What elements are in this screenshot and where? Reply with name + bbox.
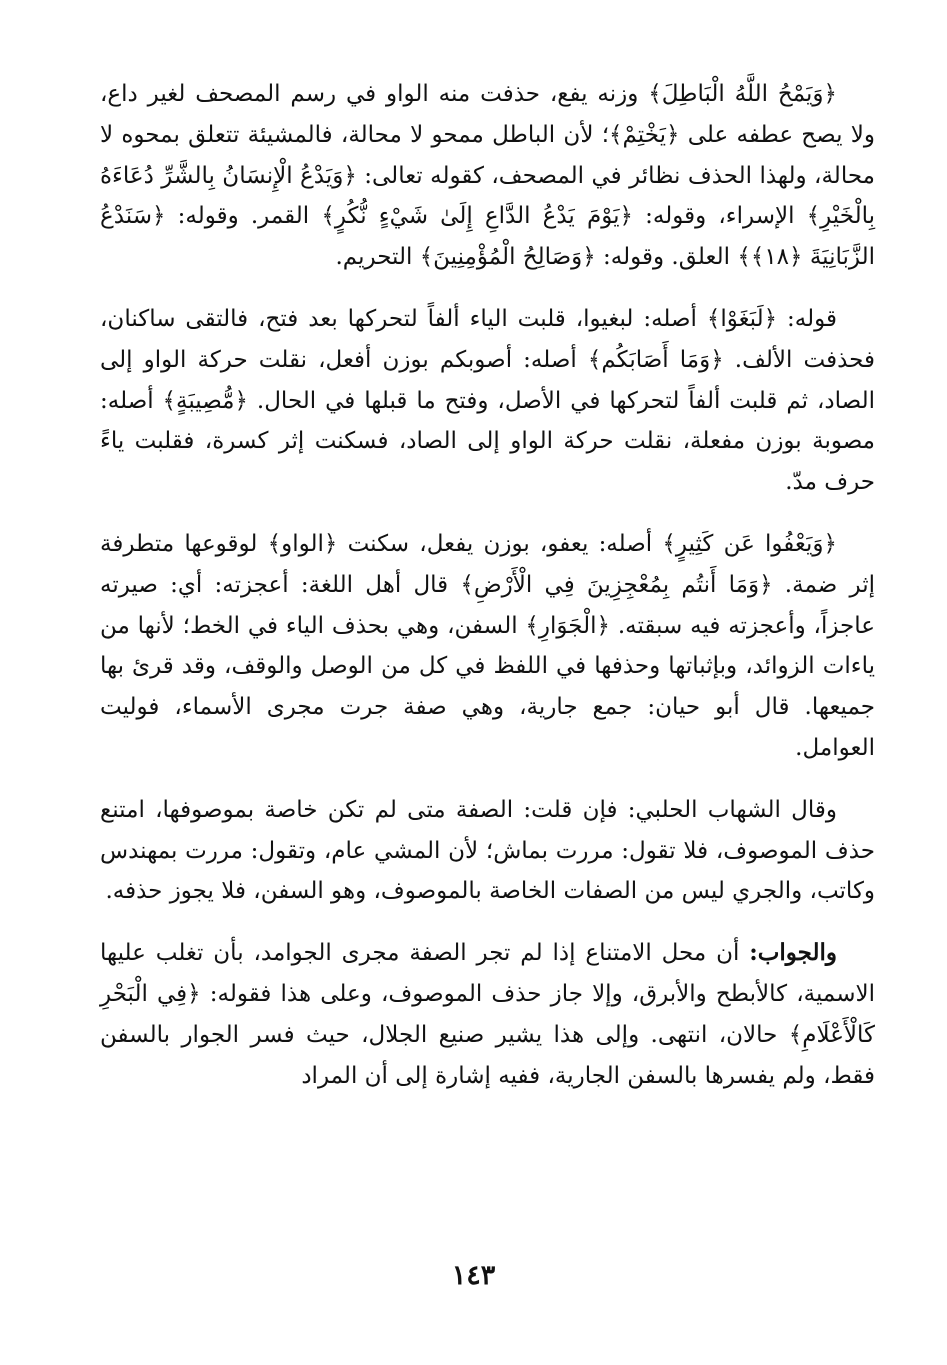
paragraph-1: ﴿وَيَمْحُ اللَّهُ الْبَاطِلَ﴾ وزنه يفع، حذفت منه الواو في رسم المصحف لغير داع، ولا يصح عطفه على ﴿يَخْتِمْ﴾؛ لأن الباطل ممحو لا محالة، فالمشيئة تتعلق بمحوه لا محالة، ولهذا الحذف نظائر في المصحف، كقوله تعالى: ﴿وَيَدْعُ الْإِنسَانُ بِالشَّرِّ دُعَاءَهُ بِالْخَيْرِ﴾ الإسراء، وقوله: ﴿يَوْمَ يَدْعُ الدَّاعِ إِلَىٰ شَيْءٍ نُّكُرٍ﴾ القمر. وقوله: ﴿سَنَدْعُ الزَّبَانِيَةَ ﴿١٨﴾﴾ العلق. وقوله: ﴿وَصَالِحُ الْمُؤْمِنِينَ﴾ التحريم. bbox=[100, 81, 875, 271]
paragraph-3: ﴿وَيَعْفُوا عَن كَثِيرٍ﴾ أصله: يعفو، بوزن يفعل، سكنت ﴿الواو﴾ لوقوعها متطرفة إثر ضمة. ﴿وَمَا أَنتُم بِمُعْجِزِينَ فِي الْأَرْضِ﴾ قال أهل اللغة: أعجزته: أي: صيرته عاجزاً، وأعجزته فيه سبقته. ﴿الْجَوَارِ﴾ السفن، وهي بحذف الياء في الخط؛ لأنها من ياءات الزوائد، وبإثباتها وحذفها في اللفظ في كل من الوصل والوقف، وقد قرئ بها جميعها. قال أبو حيان: جمع جارية، وهي صفة جرت مجرى الأسماء، فوليت العوامل. bbox=[100, 530, 875, 761]
paragraph-2: قوله: ﴿لَبَغَوْا﴾ أصله: لبغيوا، قلبت الياء ألفاً لتحركها بعد فتح، فالتقى ساكنان، فحذفت الألف. ﴿وَمَا أَصَابَكُم﴾ أصله: أصوبكم بوزن أفعل، نقلت حركة الواو إلى الصاد، ثم قلبت ألفاً لتحركها في الأصل، وفتح ما قبلها في الحال. ﴿مُّصِيبَةٍ﴾ أصله: مصوبة بوزن مفعلة، نقلت حركة الواو إلى الصاد، فسكنت إثر كسرة، فقلبت ياءً حرف مدّ. bbox=[100, 305, 875, 496]
paragraph-4: وقال الشهاب الحلبي: فإن قلت: الصفة متى لم تكن خاصة بموصوفها، امتنع حذف الموصوف، فلا تقول: مررت بماش؛ لأن المشي عام، وتقول: مررت بمهندس وكاتب، والجري ليس من الصفات الخاصة بالموصوف، وهو السفن، فلا يجوز حذفه. bbox=[100, 796, 875, 905]
body-text bbox=[100, 74, 875, 1117]
paragraph-5 bbox=[100, 933, 875, 1096]
page-number: ١٤٣ bbox=[451, 1260, 496, 1291]
paragraph-5-text: أن محل الامتناع إذا لم تجر الصفة مجرى الجوامد، بأن تغلب عليها الاسمية، كالأبطح والأبرق، وإلا جاز حذف الموصوف، وعلى هذا فقوله: ﴿فِي الْبَحْرِ كَالْأَعْلَامِ﴾ حالان، انتهى. وإلى هذا يشير صنيع الجلال، حيث فسر الجوار بالسفن فقط، ولم يفسرها بالسفن الجارية، ففيه إشارة إلى أن المراد bbox=[100, 940, 875, 1089]
paragraph-5-lead: والجواب: bbox=[749, 939, 837, 967]
